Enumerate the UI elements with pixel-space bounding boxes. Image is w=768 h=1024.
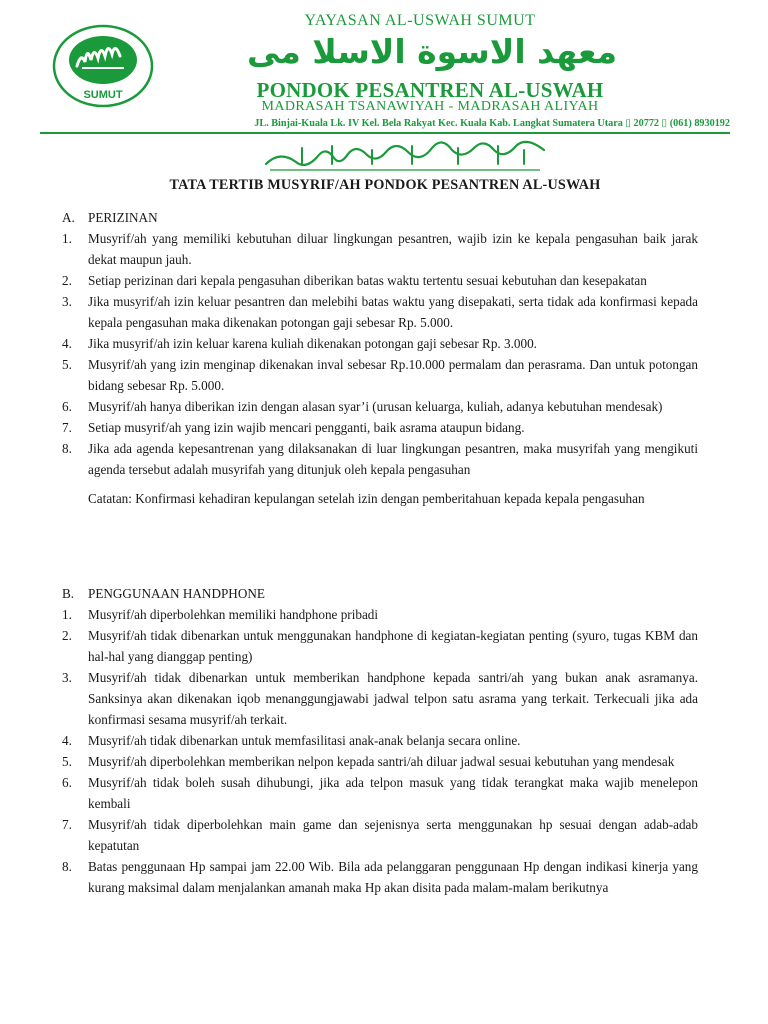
logo-text: SUMUT — [83, 89, 123, 101]
item-text: Jika musyrif/ah izin keluar karena kuliah dikenakan potongan gaji sebesar Rp. 3.000. — [88, 336, 537, 351]
list-item — [62, 730, 698, 751]
item-text: Setiap musyrif/ah yang izin wajib mencari pengganti, baik asrama ataupun bidang. — [88, 420, 525, 435]
list-item — [62, 814, 698, 856]
section-heading — [62, 583, 698, 604]
item-text: Jika ada agenda kepesantrenan yang dilaksanakan di luar lingkungan pesantren, maka musyrifah yang mengikuti agenda tersebut adalah musyrifah yang ditunjuk oleh kepala pengasuhan — [88, 441, 698, 477]
item-text: Musyrif/ah tidak dibenarkan untuk memfasilitasi anak-anak belanja secara online. — [88, 733, 521, 748]
item-number: 3. — [62, 670, 72, 685]
list-item — [62, 625, 698, 667]
section-letter: B. — [62, 586, 75, 601]
list-item — [62, 396, 698, 417]
item-number: 4. — [62, 733, 72, 748]
list-item — [62, 291, 698, 333]
address-line: JL. Binjai-Kuala Lk. IV Kel. Bela Rakyat Kec. Kuala Kab. Langkat Sumatera Utara ▯ 20772 ▯ (061) 8930192 — [254, 118, 730, 129]
item-number: 1. — [62, 231, 72, 246]
foundation-logo — [52, 24, 154, 108]
item-number: 8. — [62, 859, 72, 874]
list-item — [62, 667, 698, 730]
section-title: PERIZINAN — [88, 210, 158, 225]
item-text: Setiap perizinan dari kepala pengasuhan diberikan batas waktu tertentu sesuai kebutuhan dan kesepakatan — [88, 273, 647, 288]
item-text: Musyrif/ah tidak diperbolehkan main game dan sejenisnya serta menggunakan hp sesuai dengan adab-adab kepatutan — [88, 817, 698, 853]
section-letter: A. — [62, 210, 75, 225]
item-text: Musyrif/ah diperbolehkan memiliki handphone pribadi — [88, 607, 379, 622]
item-text: Musyrif/ah hanya diberikan izin dengan alasan syar’i (urusan keluarga, kuliah, adanya kebutuhan mendesak) — [88, 399, 663, 414]
section-heading — [62, 207, 698, 228]
section-penggunaan-handphone — [62, 583, 698, 898]
list-item — [62, 772, 698, 814]
item-number: 4. — [62, 336, 72, 351]
item-number: 1. — [62, 607, 72, 622]
section-title: PENGGUNAAN HANDPHONE — [88, 586, 265, 601]
item-text: Musyrif/ah yang izin menginap dikenakan inval sebesar Rp.10.000 permalam dan perasrama. Dan untuk potongan bidang sebesar Rp. 5.000. — [88, 357, 698, 393]
item-text: Musyrif/ah tidak dibenarkan untuk menggunakan handphone di kegiatan-kegiatan penting (syuro, tugas KBM dan hal-hal yang dianggap penting) — [88, 628, 698, 664]
list-item — [62, 417, 698, 438]
rules-list — [62, 228, 698, 480]
list-item — [62, 751, 698, 772]
school-name: PONDOK PESANTREN AL-USWAH — [256, 78, 604, 102]
item-text: Jika musyrif/ah izin keluar pesantren dan melebihi batas waktu yang disepakati, serta tidak ada konfirmasi kepada kepala pengasuhan maka dikenakan potongan gaji sebesar Rp. 5.000. — [88, 294, 698, 330]
item-text: Musyrif/ah tidak dibenarkan untuk memberikan handphone kepada santri/ah yang bukan anak asramanya. Sanksinya akan dikenakan iqob menanggungjawabi jadwal telpon satu asrama yang terkait. Terkecuali jika ada konfirmasi sesama musyrif/ah terkait. — [88, 670, 698, 727]
item-text: Musyrif/ah tidak boleh susah dihubungi, jika ada telpon masuk yang tidak terangkat maka wajib menelepon kembali — [88, 775, 698, 811]
item-number: 6. — [62, 775, 72, 790]
list-item — [62, 354, 698, 396]
list-item — [62, 228, 698, 270]
note-paragraph: Catatan: Konfirmasi kehadiran kepulangan setelah izin dengan pemberitahuan kepada kepala pengasuhan — [88, 491, 645, 506]
list-item — [62, 604, 698, 625]
list-item — [62, 856, 698, 898]
item-number: 6. — [62, 399, 72, 414]
list-item — [62, 438, 698, 480]
section-perizinan — [62, 207, 698, 509]
basmalah-calligraphy — [262, 140, 552, 174]
item-number: 7. — [62, 817, 72, 832]
item-number: 2. — [62, 273, 72, 288]
list-item — [62, 270, 698, 291]
rules-list — [62, 604, 698, 898]
item-text: Musyrif/ah yang memiliki kebutuhan diluar lingkungan pesantren, wajib izin ke kepala pengasuhan baik jarak dekat maupun jauh. — [88, 231, 698, 267]
item-text: Musyrif/ah diperbolehkan memberikan nelpon kepada santri/ah diluar jadwal sesuai kebutuhan yang mendesak — [88, 754, 675, 769]
madrasah-subtitle: MADRASAH TSANAWIYAH - MADRASAH ALIYAH — [261, 99, 599, 114]
item-number: 2. — [62, 628, 72, 643]
item-text: Batas penggunaan Hp sampai jam 22.00 Wib. Bila ada pelanggaran penggunaan Hp dengan indikasi kinerja yang kurang maksimal dalam menjalankan amanah maka Hp akan disita pada malam-malam berikutnya — [88, 859, 698, 895]
item-number: 5. — [62, 357, 72, 372]
item-number: 5. — [62, 754, 72, 769]
document-title: TATA TERTIB MUSYRIF/AH PONDOK PESANTREN AL-USWAH — [169, 177, 601, 193]
item-number: 3. — [62, 294, 72, 309]
foundation-name: YAYASAN AL-USWAH SUMUT — [304, 12, 536, 29]
header-divider — [40, 132, 730, 134]
arabic-school-name: معهد الاسوة الاسلا مى — [246, 32, 618, 71]
item-number: 7. — [62, 420, 72, 435]
list-item — [62, 333, 698, 354]
item-number: 8. — [62, 441, 72, 456]
